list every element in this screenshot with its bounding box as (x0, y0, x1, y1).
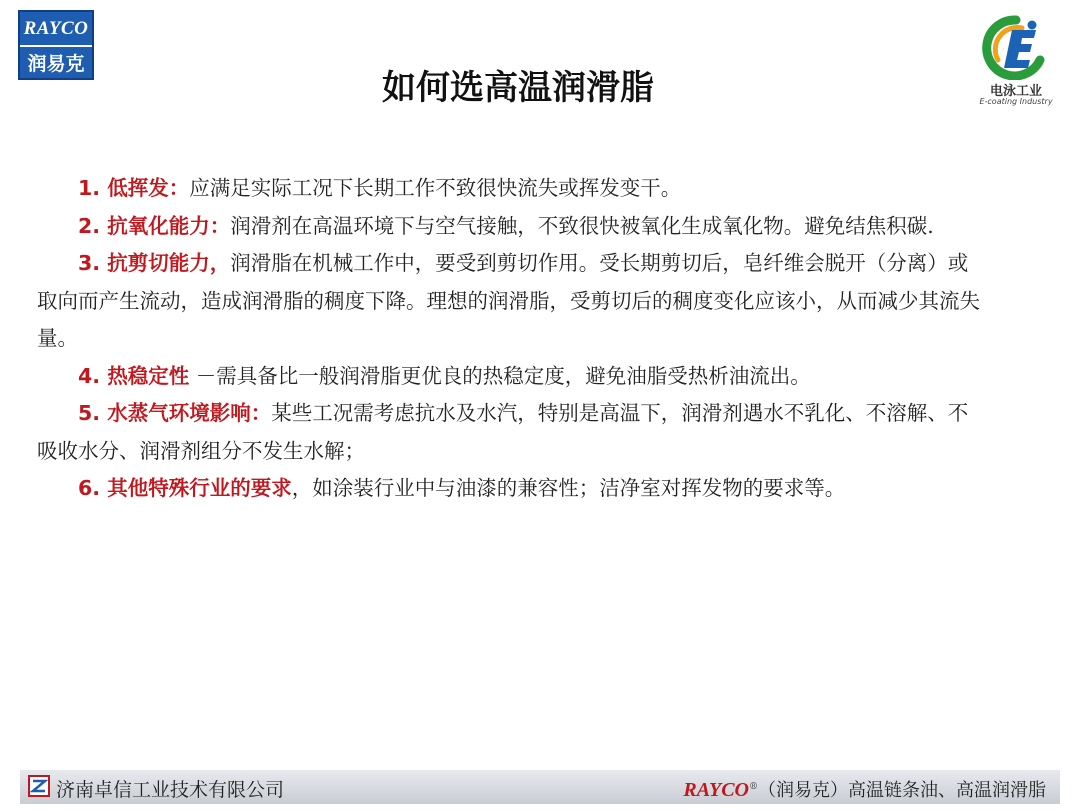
item-4 (37, 358, 987, 396)
rayco-logo-brand: RAYCO (20, 12, 92, 47)
item-5-label: 5. 水蒸气环境影响： (78, 401, 272, 425)
item-3 (37, 245, 987, 358)
page-title: 如何选高温润滑脂 (382, 68, 654, 108)
ecoating-logo-cn: 电泳工业 (989, 84, 1042, 99)
item-4-text: －需具备比一般润滑脂更优良的热稳定度，避免油脂受热析油流出。 (189, 363, 811, 388)
item-5 (37, 395, 987, 470)
item-1 (37, 170, 987, 208)
item-4-label: 4. 热稳定性 (78, 363, 190, 388)
footer-bar (20, 770, 1060, 804)
item-2 (37, 208, 987, 246)
item-5-text: 某些工况需考虑抗水及水汽，特别是高温下，润滑剂遇水不乳化、不溶解、不吸收水分、润滑剂组分不发生水解； (37, 401, 969, 463)
rayco-logo-cn: 润易克 (27, 53, 85, 75)
ecoating-logo-en: E-coating Industry (979, 97, 1053, 106)
item-3-label: 3. 抗剪切能力， (78, 251, 231, 275)
content-body (37, 170, 987, 508)
item-6 (37, 470, 987, 508)
footer-product-line (683, 776, 1046, 802)
registered-mark: ® (749, 782, 758, 792)
item-2-text: 润滑剂在高温环境下与空气接触，不致很快被氧化生成氧化物。避免结焦积碳. (230, 213, 934, 238)
footer-product: （润易克）高温链条油、高温润滑脂 (758, 780, 1046, 801)
footer-company-name: 济南卓信工业技术有限公司 (56, 779, 285, 801)
footer-brand: RAYCO (683, 779, 749, 801)
item-2-label: 2. 抗氧化能力： (78, 213, 231, 238)
item-1-text: 应满足实际工况下长期工作不致很快流失或挥发变干。 (189, 176, 682, 200)
item-6-label: 6. 其他特殊行业的要求 (78, 476, 292, 500)
item-6-text: ，如涂装行业中与油漆的兼容性；洁净室对挥发物的要求等。 (291, 476, 846, 500)
item-1-label: 1. 低挥发： (78, 176, 190, 200)
company-logo-icon (28, 775, 50, 797)
item-3-text: 润滑脂在机械工作中，要受到剪切作用。受长期剪切后，皂纤维会脱开（分离）或取向而产生流动，造成润滑脂的稠度下降。理想的润滑脂，受剪切后的稠度变化应该小，从而减少其流失量。 (37, 251, 980, 350)
